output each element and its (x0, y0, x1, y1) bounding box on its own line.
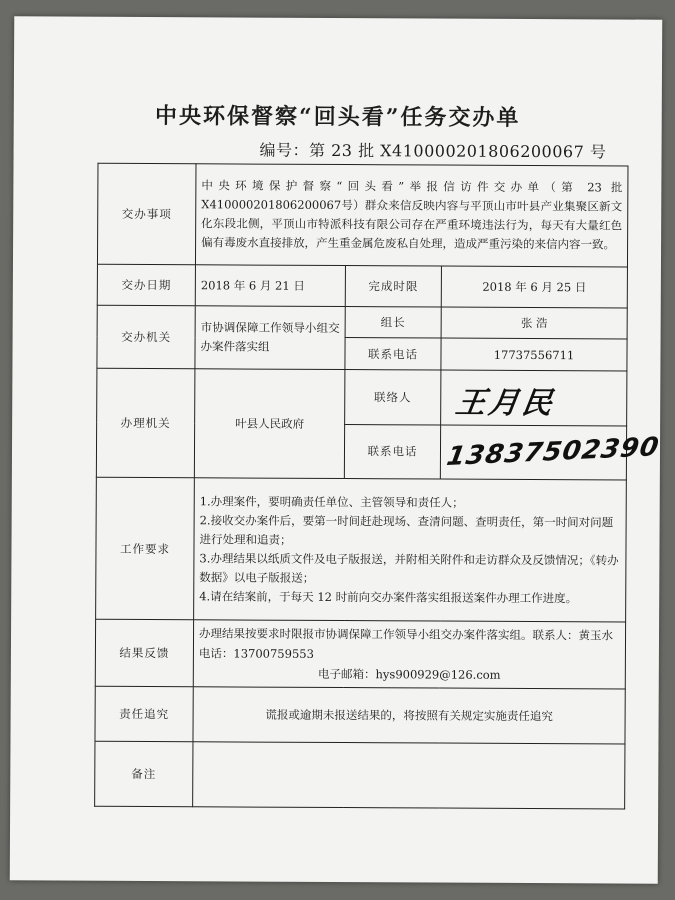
row-dates (97, 265, 627, 308)
row-accountability (95, 687, 625, 745)
handler-label: 办理机关 (96, 368, 195, 478)
requirements-label: 工作要求 (96, 478, 195, 620)
contact-label: 联络人 (345, 369, 441, 424)
deadline-value: 2018 年 6 月 25 日 (441, 266, 627, 308)
agency-value: 市协调保障工作领导小组交办案件落实组 (195, 306, 345, 370)
feedback-label: 结果反馈 (95, 620, 193, 687)
accountability-text: 谎报或逾期未报送结果的，将按照有关规定实施责任追究 (193, 687, 625, 744)
row-agency-leader (97, 305, 627, 339)
requirements-list (194, 478, 627, 622)
row-remarks (95, 741, 625, 809)
date-value: 2018 年 6 月 21 日 (195, 265, 345, 306)
handler-phone-label: 联系电话 (344, 424, 440, 479)
handler-phone-signature-cell (440, 425, 662, 481)
task-form-table (94, 163, 662, 810)
row-feedback (95, 620, 625, 690)
requirement-item: 3.办理结果以纸质文件及电子版报送，并附相关附件和走访群众及反馈情况；《转办数据》以电子版报送； (199, 551, 619, 585)
leader-value: 张 浩 (441, 307, 627, 339)
feedback-content (193, 620, 625, 689)
document-title: 中央环保督察“回头看”任务交办单 (155, 103, 521, 131)
agency-label: 交办机关 (97, 305, 195, 368)
contact-handwritten-signature: 王月民 (453, 385, 558, 421)
agency-phone-label: 联系电话 (345, 338, 441, 370)
date-label: 交办日期 (97, 265, 195, 306)
matter-text: 中央环境保护督察“回头看”举报信访件交办单（第 23 批X410000201806200067号）群众来信反映内容与平顶山市叶县产业集聚区新文化东段北侧，平顶山市特派科技有限公司存在严重环境违法行为，每天有大量红色偏有毒废水直接排放，产生重金属危废私自处理，造成严重污染的来信内容一致。 (195, 164, 628, 268)
row-handler-contact (97, 368, 627, 426)
requirement-item: 4.请在结案前，于每天 12 时前向交办案件落实组报送案件办理工作进度。 (199, 589, 578, 606)
remarks-value (193, 742, 625, 809)
remarks-label: 备注 (95, 741, 193, 806)
row-matter (97, 163, 628, 267)
row-requirements (96, 478, 627, 623)
handler-phone-handwritten: 13837502390 (444, 432, 662, 473)
feedback-text: 办理结果按要求时限报市协调保障工作领导小组交办案件落实组。联系人：黄玉水 电话：13700759553 (198, 626, 614, 662)
agency-phone-value: 17737556711 (441, 338, 627, 370)
leader-label: 组长 (345, 307, 441, 339)
document-page (10, 16, 663, 883)
accountability-label: 责任追究 (95, 687, 193, 742)
matter-label: 交办事项 (97, 163, 196, 265)
requirement-item: 1.办理案件，要明确责任单位、主管领导和责任人； (199, 494, 464, 510)
handler-value: 叶县人民政府 (194, 369, 345, 479)
deadline-label: 完成时限 (345, 266, 441, 307)
requirement-item: 2.接收交办案件后，要第一时间赶赴现场、查清问题、查明责任，第一时间对问题进行处理和追责； (199, 513, 614, 547)
contact-signature-cell (441, 370, 627, 426)
feedback-email: 电子邮箱：hys900929@126.com (317, 667, 501, 683)
document-number: 编号：第 23 批 X410000201806200067 号 (259, 140, 607, 162)
